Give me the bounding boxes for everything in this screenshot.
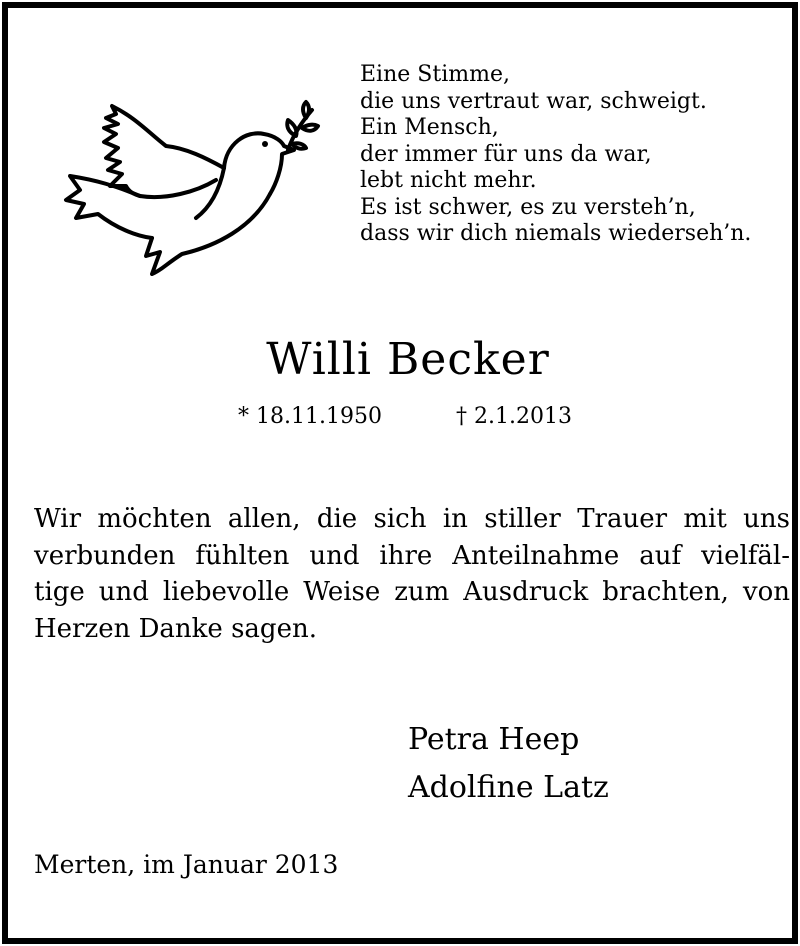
life-dates (238, 404, 572, 429)
thank-you-message (34, 501, 790, 647)
poem-line: Ein Mensch, (360, 115, 499, 140)
message-line-text: verbunden fühlten und ihre Anteilnahme auf vielfäl- (34, 540, 790, 571)
poem-line: lebt nicht mehr. (360, 168, 537, 193)
poem-line: die uns vertraut war, schweigt. (360, 88, 707, 114)
deceased-name: Willi Becker (266, 334, 550, 385)
notice-frame (2, 2, 798, 944)
message-line-text: tige und liebevolle Weise zum Ausdruck brachten, von (34, 577, 790, 607)
signers (408, 716, 609, 812)
message-line (34, 501, 790, 538)
death-date: † 2.1.2013 (456, 404, 572, 429)
dove-icon (56, 96, 321, 276)
poem-line: Es ist schwer, es zu versteh’n, (360, 194, 696, 220)
poem (360, 62, 751, 248)
message-line-text: Wir möchten allen, die sich in stiller Trauer mit uns (34, 504, 790, 534)
poem-line: dass wir dich niemals wiederseh’n. (360, 221, 752, 246)
message-line (34, 538, 790, 575)
poem-line: der immer für uns da war, (360, 141, 652, 167)
signer-name: Adolfine Latz (408, 770, 609, 805)
birth-date: * 18.11.1950 (238, 404, 382, 429)
place-and-date: Merten, im Januar 2013 (34, 850, 339, 879)
message-line (34, 574, 790, 611)
poem-line: Eine Stimme, (360, 62, 510, 87)
message-line-text: Herzen Danke sagen. (34, 613, 317, 644)
signer-name: Petra Heep (408, 722, 580, 757)
message-line (34, 611, 790, 648)
